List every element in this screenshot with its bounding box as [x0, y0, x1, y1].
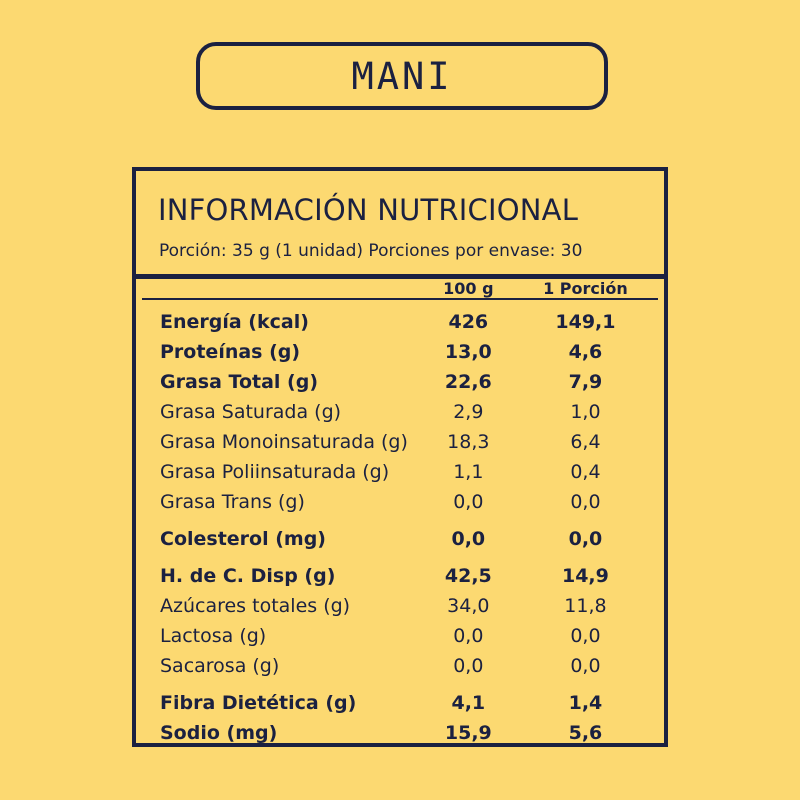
portion-info: Porción: 35 g (1 unidad) Porciones por envase: 30	[159, 241, 583, 261]
table-row	[156, 718, 644, 748]
row-value-100g: 22,6	[444, 371, 492, 393]
table-header-row	[156, 279, 644, 298]
row-value-portion: 0,0	[570, 625, 601, 647]
nutrition-values-table	[156, 300, 644, 748]
row-value-100g: 426	[448, 311, 489, 333]
table-row	[156, 487, 644, 517]
row-value-portion: 1,0	[570, 401, 601, 423]
column-header-100g: 100 g	[443, 279, 494, 298]
row-value-100g: 0,0	[453, 491, 484, 513]
row-value-portion: 4,6	[568, 341, 603, 363]
row-value-100g: 0,0	[453, 625, 484, 647]
table-row	[156, 517, 644, 554]
table-row	[156, 457, 644, 487]
row-value-100g: 1,1	[453, 461, 484, 483]
nutrition-facts-panel	[132, 167, 668, 747]
row-value-portion: 14,9	[561, 565, 609, 587]
nutrition-table	[156, 279, 644, 298]
row-value-portion: 0,4	[570, 461, 601, 483]
row-value-100g: 34,0	[447, 595, 490, 617]
column-header-portion: 1 Porción	[543, 279, 628, 298]
row-label: Grasa Total (g)	[160, 371, 319, 393]
nutrition-heading: INFORMACIÓN NUTRICIONAL	[158, 193, 579, 227]
product-title-pill	[196, 42, 608, 110]
row-label: Lactosa (g)	[160, 625, 267, 647]
row-value-portion: 0,0	[568, 528, 603, 550]
row-label: Grasa Poliinsaturada (g)	[160, 461, 390, 483]
row-value-portion: 0,0	[570, 655, 601, 677]
table-row	[156, 621, 644, 651]
column-header-nutrient	[156, 279, 410, 298]
row-value-100g: 42,5	[444, 565, 492, 587]
row-label: Fibra Dietética (g)	[160, 692, 357, 714]
row-label: H. de C. Disp (g)	[160, 565, 336, 587]
row-value-portion: 5,6	[568, 722, 603, 744]
row-label: Energía (kcal)	[160, 311, 309, 333]
row-label: Sacarosa (g)	[160, 655, 280, 677]
row-value-100g: 13,0	[444, 341, 492, 363]
row-value-portion: 7,9	[568, 371, 603, 393]
row-value-portion: 11,8	[564, 595, 607, 617]
page-title: MANI	[351, 54, 453, 98]
row-label: Proteínas (g)	[160, 341, 301, 363]
row-value-100g: 15,9	[444, 722, 492, 744]
row-value-portion: 6,4	[570, 431, 601, 453]
table-row	[156, 300, 644, 337]
table-row	[156, 651, 644, 681]
row-label: Colesterol (mg)	[160, 528, 326, 550]
row-value-100g: 0,0	[453, 655, 484, 677]
row-label: Sodio (mg)	[160, 722, 278, 744]
row-value-portion: 0,0	[570, 491, 601, 513]
table-row	[156, 591, 644, 621]
table-row	[156, 367, 644, 397]
row-value-portion: 149,1	[555, 311, 616, 333]
row-label: Grasa Trans (g)	[160, 491, 305, 513]
table-row	[156, 397, 644, 427]
table-row	[156, 554, 644, 591]
row-label: Grasa Monoinsaturada (g)	[160, 431, 408, 453]
table-row	[156, 337, 644, 367]
table-row	[156, 681, 644, 718]
row-value-100g: 18,3	[447, 431, 490, 453]
row-value-100g: 4,1	[451, 692, 486, 714]
row-value-portion: 1,4	[568, 692, 603, 714]
row-label: Azúcares totales (g)	[160, 595, 351, 617]
row-value-100g: 2,9	[453, 401, 484, 423]
table-row	[156, 427, 644, 457]
row-value-100g: 0,0	[451, 528, 486, 550]
row-label: Grasa Saturada (g)	[160, 401, 342, 423]
